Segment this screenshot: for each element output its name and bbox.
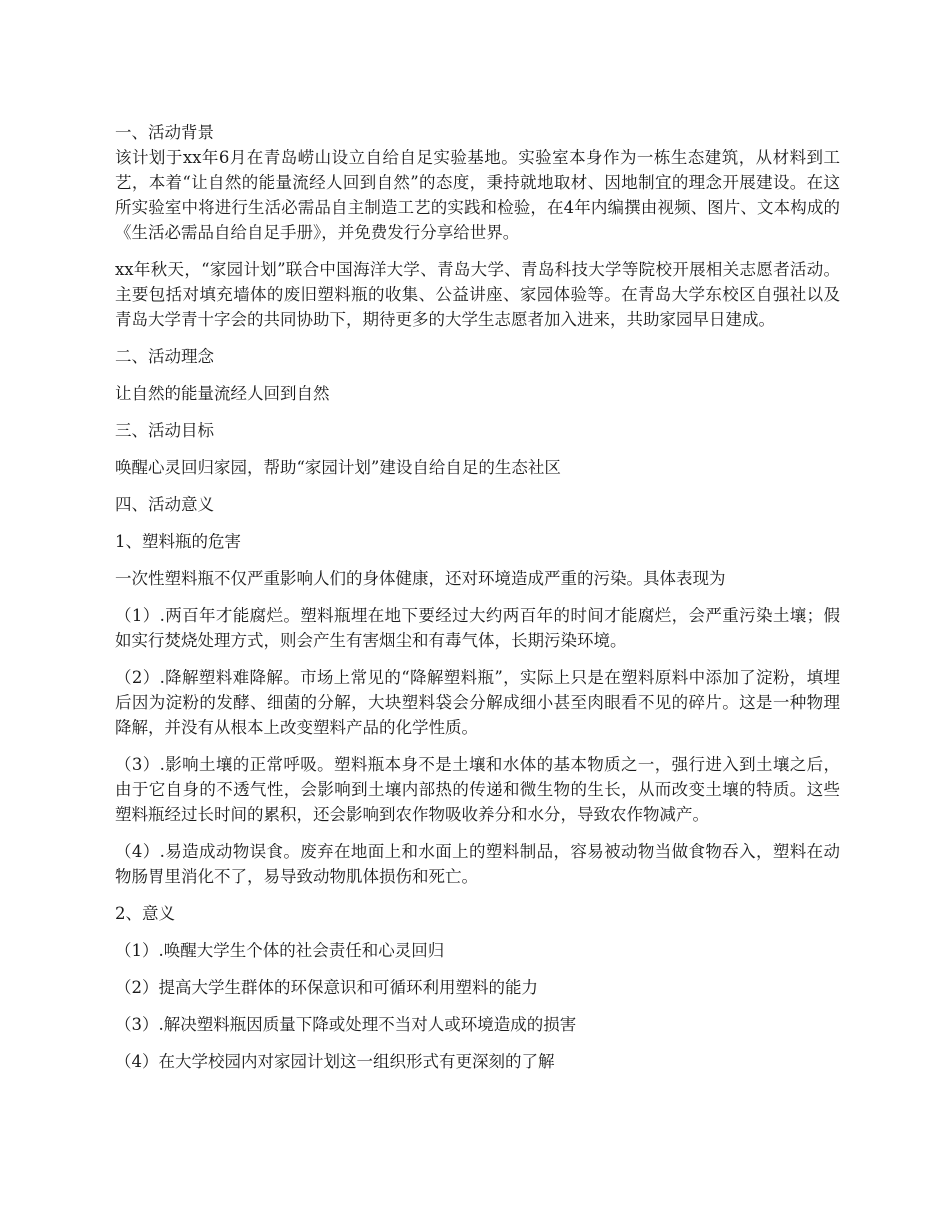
section-heading-concept: 二、活动理念 [115,347,214,366]
concept-text: 让自然的能量流经人回到自然 [115,384,330,403]
plastic-harm-intro: 一次性塑料瓶不仅严重影响人们的身体健康，还对环境造成严重的污染。具体表现为 [115,569,726,588]
background-paragraph-2: xx年秋天，“家园计划”联合中国海洋大学、青岛大学、青岛科技大学等院校开展相关志愿者活动。主要包括对填充墙体的废旧塑料瓶的收集、公益讲座、家园体验等。在青岛大学东校区自强社以及青岛大学青十字会的共同协助下，期待更多的大学生志愿者加入进来，共助家园早日建成。 [115,260,840,329]
significance-item-2: （2）提高大学生群体的环保意识和可循环利用塑料的能力 [115,978,538,997]
document-body [115,120,840,1074]
section-heading-goal: 三、活动目标 [115,421,214,440]
significance-item-1: （1）.唤醒大学生个体的社会责任和心灵回归 [115,941,445,960]
plastic-harm-item-3: （3）.影响土壤的正常呼吸。塑料瓶本身不是土壤和水体的基本物质之一，强行进入到土壤之后，由于它自身的不透气性，会影响到土壤内部热的传递和微生物的生长，从而改变土壤的特质。这些塑料瓶经过长时间的累积，还会影响到农作物吸收养分和水分，导致农作物减产。 [115,755,840,824]
section-heading-background: 一、活动背景 [115,123,214,142]
plastic-harm-item-2: （2）.降解塑料难降解。市场上常见的“降解塑料瓶”，实际上只是在塑料原料中添加了淀粉，填埋后因为淀粉的发酵、细菌的分解，大块塑料袋会分解成细小甚至肉眼看不见的碎片。这是一种物理降解，并没有从根本上改变塑料产品的化学性质。 [115,668,840,737]
significance-item-3: （3）.解决塑料瓶因质量下降或处理不当对人或环境造成的损害 [115,1015,577,1034]
background-paragraph-1: 该计划于xx年6月在青岛崂山设立自给自足实验基地。实验室本身作为一栋生态建筑，从材料到工艺，本着“让自然的能量流经人回到自然”的态度，秉持就地取材、因地制宜的理念开展建设。在这所实验室中将进行生活必需品自主制造工艺的实践和检验，在4年内编撰由视频、图片、文本构成的《生活必需品自给自足手册》，并免费发行分享给世界。 [115,148,840,242]
plastic-harm-item-4: （4）.易造成动物误食。废弃在地面上和水面上的塑料制品，容易被动物当做食物吞入，塑料在动物肠胃里消化不了，易导致动物肌体损伤和死亡。 [115,842,840,886]
subheading-plastic-harm: 1、塑料瓶的危害 [115,532,241,551]
significance-item-4: （4）在大学校园内对家园计划这一组织形式有更深刻的了解 [115,1052,555,1071]
subheading-significance: 2、意义 [115,904,175,923]
section-heading-significance: 四、活动意义 [115,495,214,514]
goal-text: 唤醒心灵回归家园，帮助“家园计划”建设自给自足的生态社区 [115,458,561,477]
plastic-harm-item-1: （1）.两百年才能腐烂。塑料瓶埋在地下要经过大约两百年的时间才能腐烂，会严重污染土壤；假如实行焚烧处理方式，则会产生有害烟尘和有毒气体，长期污染环境。 [115,606,840,650]
